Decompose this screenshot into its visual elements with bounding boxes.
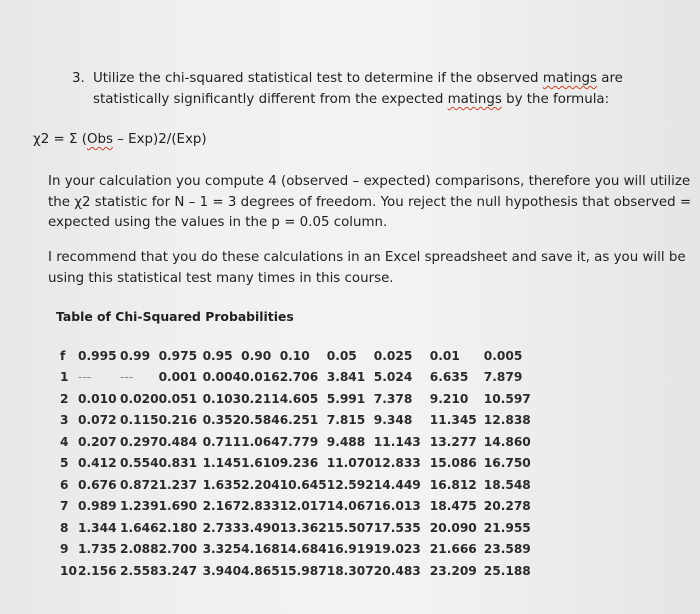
table-cell: 16.812 [429, 477, 477, 492]
table-cell: 7.815 [326, 413, 366, 428]
table-row [60, 560, 534, 582]
recommendation-paragraph [48, 247, 686, 289]
table-cell: 4.168 [241, 542, 280, 557]
table-cell-df: 9 [60, 542, 69, 557]
table-cell: 5.024 [373, 370, 413, 385]
table-cell: --- [78, 370, 92, 385]
table-cell: 0.05 [326, 348, 357, 363]
table-row [60, 453, 534, 475]
table-cell-df: f [60, 348, 66, 363]
table-cell: 2.558 [120, 563, 159, 578]
table-cell: 12.017 [279, 499, 327, 514]
table-cell-df: 3 [60, 413, 69, 428]
table-cell: 20.483 [373, 563, 421, 578]
table-row [60, 539, 534, 561]
table-cell: 4.605 [279, 391, 319, 406]
table-cell: 11.070 [326, 456, 374, 471]
table-cell: 2.833 [241, 499, 280, 514]
table-cell: 3.490 [241, 520, 280, 535]
table-cell: 0.90 [241, 348, 272, 363]
table-cell: 14.684 [279, 542, 327, 557]
table-cell: 4.865 [241, 563, 280, 578]
table-row [60, 410, 534, 432]
table-cell: 0.584 [241, 413, 280, 428]
table-cell: 2.167 [202, 499, 242, 514]
table-cell: 1.344 [78, 520, 117, 535]
table-cell: 3.247 [158, 563, 198, 578]
table-row [60, 474, 534, 496]
table-cell: 0.995 [78, 348, 117, 363]
table-cell: 1.237 [158, 477, 198, 492]
table-cell: 0.10 [279, 348, 310, 363]
table-cell: 1.239 [120, 499, 159, 514]
table-cell: 12.838 [483, 413, 531, 428]
table-cell: 0.001 [158, 370, 198, 385]
table-cell: 20.278 [483, 499, 531, 514]
instructions-paragraph [48, 172, 691, 234]
table-cell: 21.666 [429, 542, 477, 557]
paragraph-line: using this statistical test many times in this course. [48, 271, 394, 286]
table-cell: 1.635 [202, 477, 242, 492]
table-cell-df: 8 [60, 520, 69, 535]
table-cell: 0.554 [120, 456, 159, 471]
table-cell: 1.610 [241, 456, 280, 471]
table-cell: 0.216 [158, 413, 198, 428]
table-cell: 25.188 [483, 563, 531, 578]
table-cell: 2.204 [241, 477, 280, 492]
table-cell: 2.706 [279, 370, 319, 385]
table-cell: 2.156 [78, 563, 117, 578]
table-cell: 0.484 [158, 434, 198, 449]
table-cell: --- [120, 370, 134, 385]
table-cell: 0.020 [120, 391, 159, 406]
table-cell-df: 7 [60, 499, 69, 514]
table-cell: 9.348 [373, 413, 413, 428]
table-cell: 14.449 [373, 477, 421, 492]
table-cell-df: 5 [60, 456, 69, 471]
table-cell-df: 6 [60, 477, 69, 492]
table-title: Table of Chi-Squared Probabilities [56, 309, 294, 324]
table-cell: 15.987 [279, 563, 327, 578]
table-cell-df: 1 [60, 370, 69, 385]
table-cell-df: 2 [60, 391, 69, 406]
table-cell: 13.362 [279, 520, 327, 535]
table-cell: 2.700 [158, 542, 198, 557]
table-cell-df: 4 [60, 434, 69, 449]
table-cell-df: 10 [60, 563, 77, 578]
question-line-1: Utilize the chi-squared statistical test to determine if the observed matings are [93, 71, 623, 86]
table-cell: 0.676 [78, 477, 117, 492]
table-cell: 16.919 [326, 542, 374, 557]
table-cell: 13.277 [429, 434, 477, 449]
table-cell: 0.211 [241, 391, 280, 406]
table-cell: 0.99 [120, 348, 151, 363]
table-header-row [60, 345, 534, 367]
table-cell: 0.115 [120, 413, 159, 428]
table-cell: 0.025 [373, 348, 413, 363]
table-cell: 10.597 [483, 391, 531, 406]
table-cell: 14.067 [326, 499, 374, 514]
table-cell: 0.975 [158, 348, 198, 363]
table-cell: 10.645 [279, 477, 327, 492]
table-cell: 2.180 [158, 520, 198, 535]
table-cell: 2.088 [120, 542, 159, 557]
table-cell: 3.940 [202, 563, 242, 578]
table-cell: 18.548 [483, 477, 531, 492]
table-cell: 2.733 [202, 520, 242, 535]
table-cell: 12.833 [373, 456, 421, 471]
table-cell: 1.064 [241, 434, 280, 449]
table-cell: 3.841 [326, 370, 366, 385]
table-cell: 15.086 [429, 456, 477, 471]
table-cell: 0.352 [202, 413, 242, 428]
table-cell: 7.879 [483, 370, 523, 385]
table-cell: 15.507 [326, 520, 374, 535]
chi-squared-formula: χ2 = Σ (Obs – Exp)2/(Exp) [33, 132, 207, 147]
table-cell: 0.95 [202, 348, 233, 363]
table-cell: 23.589 [483, 542, 531, 557]
table-cell: 16.750 [483, 456, 531, 471]
question-line-2: statistically significantly different from the expected matings by the formula: [93, 92, 610, 107]
table-cell: 9.210 [429, 391, 469, 406]
table-cell: 0.989 [78, 499, 117, 514]
table-row [60, 388, 534, 410]
paragraph-line: I recommend that you do these calculations in an Excel spreadsheet and save it, as you will be [48, 250, 686, 265]
table-cell: 18.475 [429, 499, 477, 514]
table-cell: 5.991 [326, 391, 366, 406]
table-cell: 0.412 [78, 456, 117, 471]
table-cell: 20.090 [429, 520, 477, 535]
table-row [60, 431, 534, 453]
table-cell: 0.207 [78, 434, 117, 449]
table-cell: 9.236 [279, 456, 319, 471]
table-cell: 11.143 [373, 434, 421, 449]
table-cell: 0.01 [429, 348, 460, 363]
paragraph-line: In your calculation you compute 4 (observed – expected) comparisons, therefore you will utilize [48, 174, 691, 189]
table-cell: 23.209 [429, 563, 477, 578]
table-row [60, 517, 534, 539]
table-cell: 21.955 [483, 520, 531, 535]
paragraph-line: expected using the values in the p = 0.05 column. [48, 215, 388, 230]
table-cell: 3.325 [202, 542, 242, 557]
table-cell: 1.646 [120, 520, 159, 535]
table-cell: 0.103 [202, 391, 242, 406]
table-cell: 0.831 [158, 456, 198, 471]
table-cell: 9.488 [326, 434, 366, 449]
table-cell: 1.735 [78, 542, 117, 557]
table-cell: 12.592 [326, 477, 374, 492]
table-cell: 14.860 [483, 434, 531, 449]
chi-squared-table [60, 345, 534, 582]
table-cell: 7.378 [373, 391, 413, 406]
table-cell: 0.297 [120, 434, 159, 449]
table-cell: 0.016 [241, 370, 280, 385]
table-cell: 0.010 [78, 391, 117, 406]
table-cell: 17.535 [373, 520, 421, 535]
table-cell: 1.145 [202, 456, 242, 471]
table-cell: 0.004 [202, 370, 242, 385]
table-cell: 6.251 [279, 413, 319, 428]
table-cell: 0.872 [120, 477, 159, 492]
table-row [60, 496, 534, 518]
question-number: 3. [72, 71, 85, 86]
table-cell: 0.005 [483, 348, 523, 363]
table-cell: 1.690 [158, 499, 198, 514]
table-cell: 11.345 [429, 413, 477, 428]
table-cell: 6.635 [429, 370, 469, 385]
table-row [60, 367, 534, 389]
table-cell: 16.013 [373, 499, 421, 514]
table-cell: 0.072 [78, 413, 117, 428]
table-cell: 19.023 [373, 542, 421, 557]
paragraph-line: the χ2 statistic for N – 1 = 3 degrees of freedom. You reject the null hypothesis that observed = [48, 194, 692, 210]
table-cell: 18.307 [326, 563, 374, 578]
table-cell: 7.779 [279, 434, 319, 449]
table-cell: 0.051 [158, 391, 198, 406]
table-cell: 0.711 [202, 434, 242, 449]
